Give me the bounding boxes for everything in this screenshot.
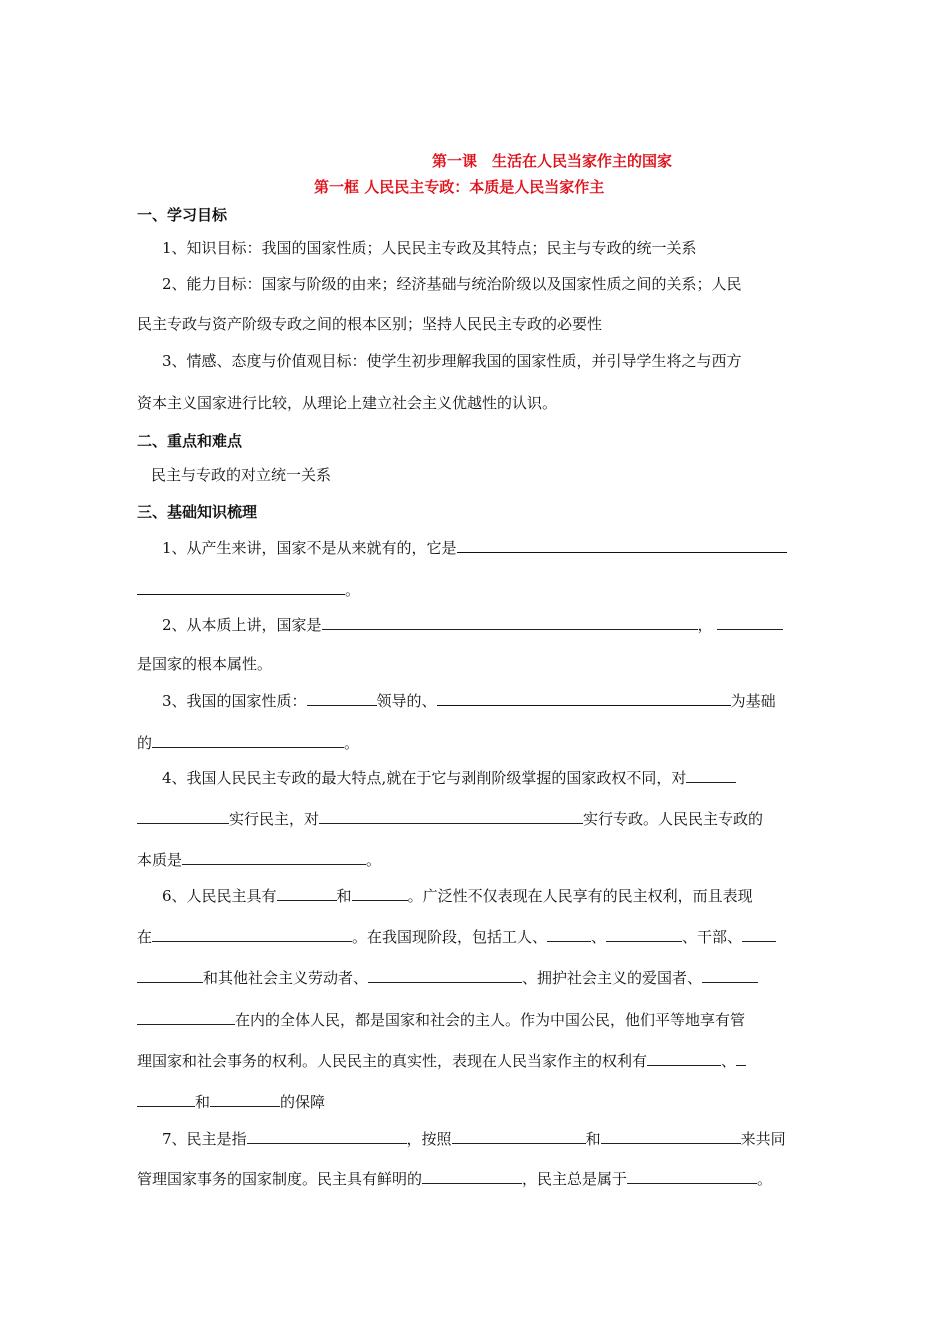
question-6-line1: 6、人民民主具有 和 。广泛性不仅表现在人民享有的民主权利，而且表现: [162, 887, 753, 905]
answer-blank[interactable]: [606, 926, 682, 942]
lesson-title: 第一课 生活在人民当家作主的国家: [432, 152, 673, 170]
answer-blank[interactable]: [742, 926, 776, 942]
frame-title: 第一框 人民民主专政：本质是人民当家作主: [314, 178, 605, 196]
question-6-line3: 和其他社会主义劳动者、 、拥护社会主义的爱国者、: [137, 967, 758, 988]
answer-blank[interactable]: [137, 1009, 235, 1025]
answer-blank[interactable]: [210, 1091, 280, 1107]
objective-ability-line1: 2、能力目标：国家与阶级的由来；经济基础与统治阶级以及国家性质之间的关系；人民: [162, 275, 742, 293]
question-2-line1: 2、从本质上讲，国家是 ，: [162, 614, 783, 635]
question-7-line2: 管理国家事务的国家制度。民主具有鲜明的 ，民主总是属于 。: [137, 1170, 773, 1188]
answer-blank[interactable]: [452, 1128, 586, 1144]
question-6-line2: 在 。在我国现阶段，包括工人、 、 、干部、: [137, 926, 776, 947]
answer-blank[interactable]: [137, 967, 203, 983]
objective-attitude-line1: 3、情感、态度与价值观目标：使学生初步理解我国的国家性质，并引导学生将之与西方: [162, 352, 742, 370]
answer-blank[interactable]: [627, 1168, 757, 1184]
section-heading-basics: 三、基础知识梳理: [137, 503, 258, 521]
question-4-line2: 实行民主，对 实行专政。人民民主专政的: [137, 808, 763, 829]
question-7-line1: 7、民主是指 ，按照 和 来共同: [162, 1130, 786, 1148]
section-heading-keypoints: 二、重点和难点: [137, 432, 243, 450]
question-1-line2: 。: [137, 579, 360, 600]
answer-blank[interactable]: [437, 690, 731, 706]
question-4-line1: 4、我国人民民主专政的最大特点,就在于它与剥削阶级掌握的国家政权不同，对: [162, 767, 736, 788]
question-6-line6: 和 的保障: [137, 1091, 325, 1112]
question-2-line2: 是国家的根本属性。: [137, 655, 273, 673]
section-heading-objectives: 一、学习目标: [137, 206, 228, 224]
question-6-line4: 在内的全体人民，都是国家和社会的主人。作为中国公民，他们平等地享有管: [137, 1009, 745, 1030]
answer-blank[interactable]: [247, 1128, 407, 1144]
answer-blank[interactable]: [137, 579, 345, 595]
answer-blank[interactable]: [137, 808, 229, 824]
answer-blank[interactable]: [352, 885, 408, 901]
answer-blank[interactable]: [152, 732, 344, 748]
answer-blank[interactable]: [319, 808, 583, 824]
answer-blank[interactable]: [647, 1050, 721, 1066]
answer-blank[interactable]: [686, 767, 736, 783]
question-4-line3: 本质是 。: [137, 851, 382, 869]
answer-blank[interactable]: [717, 614, 783, 630]
question-3-line1: 3、我国的国家性质： 领导的、 为基础: [162, 692, 776, 710]
answer-blank[interactable]: [736, 1050, 746, 1066]
objective-ability-line2: 民主专政与资产阶级专政之间的根本区别；坚持人民民主专政的必要性: [137, 315, 603, 333]
question-6-line5: 理国家和社会事务的权利。人民民主的真实性，表现在人民当家作主的权利有 、: [137, 1050, 746, 1071]
keypoints-content: 民主与专政的对立统一关系: [151, 466, 332, 484]
answer-blank[interactable]: [368, 967, 522, 983]
answer-blank[interactable]: [702, 967, 758, 983]
answer-blank[interactable]: [322, 614, 698, 630]
answer-blank[interactable]: [137, 1091, 195, 1107]
objective-knowledge: 1、知识目标：我国的国家性质；人民民主专政及其特点；民主与专政的统一关系: [162, 239, 697, 257]
answer-blank[interactable]: [547, 926, 591, 942]
objective-attitude-line2: 资本主义国家进行比较，从理论上建立社会主义优越性的认识。: [137, 394, 558, 412]
answer-blank[interactable]: [152, 926, 352, 942]
question-3-line2: 的 。: [137, 734, 360, 752]
answer-blank[interactable]: [307, 690, 377, 706]
answer-blank[interactable]: [277, 885, 337, 901]
answer-blank[interactable]: [601, 1128, 741, 1144]
question-1-line1: 1、从产生来讲，国家不是从来就有的，它是: [162, 537, 787, 558]
answer-blank[interactable]: [422, 1168, 522, 1184]
answer-blank[interactable]: [182, 849, 366, 865]
answer-blank[interactable]: [457, 537, 787, 553]
